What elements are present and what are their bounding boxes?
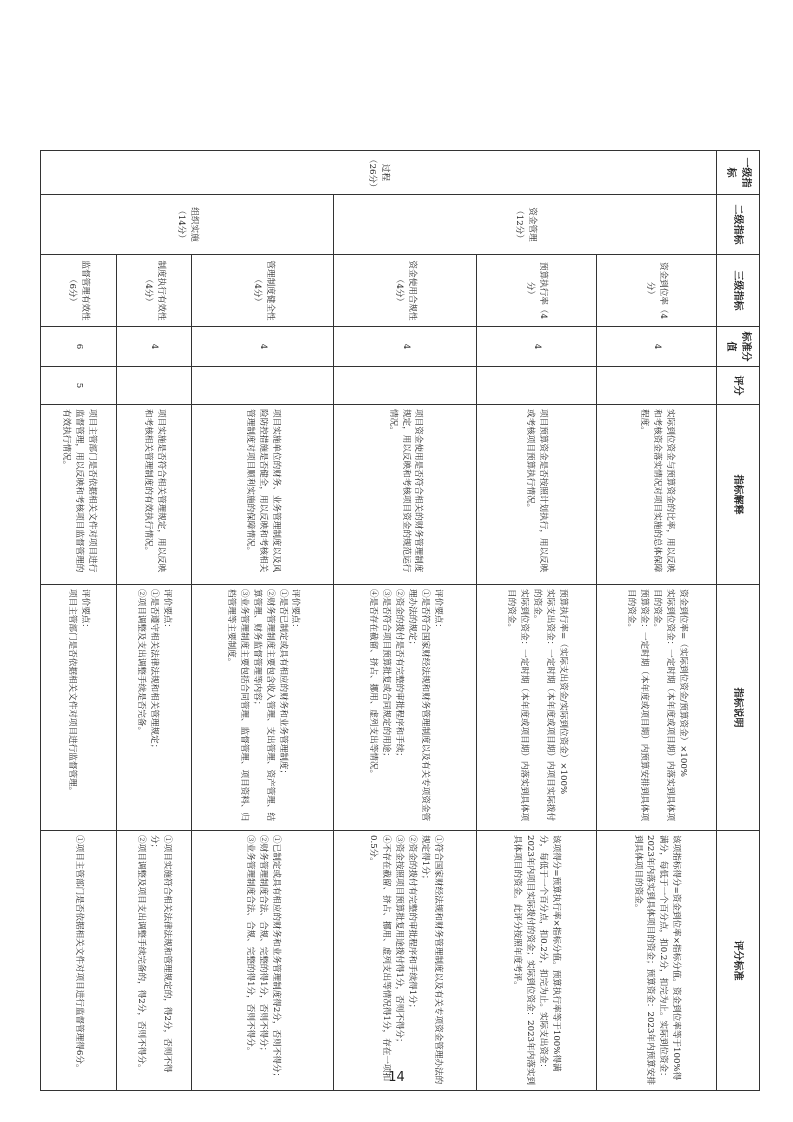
description-cell-line: 实际支出资金：一定时期（本年度或项目期）内项目实际拨付的资金。 [531,589,555,822]
explanation-cell: 项目主管部门是否依据相关文件对项目进行监督管理，用以反映和考核项目监督管理的有效执行情况。 [41,405,117,585]
criteria-cell-line: ②项目调整及项目支出调整手续完备的，得2分，否则不得分。 [136,835,147,1073]
table-row [41,151,117,1091]
header-explanation: 指标解释 [717,405,760,585]
header-score: 评分 [717,367,760,405]
score-cell [334,367,476,405]
score-cell [116,367,192,405]
criteria-cell [596,831,716,1091]
header-level1: 一级指标 [717,151,760,195]
criteria-cell [334,831,476,1091]
table-header-row [717,151,760,1091]
criteria-cell [192,831,334,1091]
description-cell-line: ①是否遵守相关法律法规和相关管理规定； [149,589,160,753]
header-standard-score: 标准分值 [717,327,760,367]
level3-cell: 预算执行率（4分） [476,255,596,327]
header-level2: 二级指标 [717,195,760,255]
evaluation-indicator-table [40,150,760,1091]
standard-score-cell: 4 [192,327,334,367]
description-cell-line: ①是否符合国家财经法规和财务管理制度以及有关专项资金管理办法的规定； [407,589,430,822]
level3-cell: 资金到位率（4分） [596,255,716,327]
description-cell-line: 评价要点： [80,589,91,632]
standard-score-cell: 4 [596,327,716,367]
description-cell-line: 实际到位资金：一定时期（本年度或项目期）内落实到具体项目的资金。 [651,589,675,822]
page-number: 14 [388,1070,405,1085]
score-cell [596,367,716,405]
description-cell-line: 项目主管部门是否依据相关文件对项目进行监督管理。 [67,589,78,796]
description-cell-line: ④是否存在截留、挤占、挪用、虚列支出等情况。 [368,589,379,779]
description-cell [476,585,596,831]
score-cell [476,367,596,405]
table-row [116,151,192,1091]
description-cell-line: ①是否已制定或具有相应的财务和业务管理制度； [277,589,288,779]
explanation-cell: 项目资金使用是否符合相关的财务管理制度规定，用以反映和考核项目资金的规范运行情况。 [334,405,476,585]
description-cell-line: ②资金的拨付是否有完整的审批程序和手续； [394,589,405,761]
description-cell [596,585,716,831]
description-cell [334,585,476,831]
criteria-cell-line: ②资金的拨付有完整的审批程序和手续得1分； [407,835,418,1013]
explanation-cell: 项目实施单位的财务、业务管理制度以及风险防控措施是否健全，用以反映和考核相关管理制度对项目顺利实施的保障情况。 [192,405,334,585]
criteria-cell [41,831,117,1091]
explanation-cell: 实际到位资金与预算资金的比率，用以反映和考核资金落实情况对项目实施的总体保障程度。 [596,405,716,585]
description-cell-line: 资金到位率=（实际到位资金/预算资金）×100% [677,589,688,777]
criteria-cell-line: ④不存在截留、挤占、挪用、虚列支出等情况得1分，存在一项扣0.5分。 [368,835,392,1082]
criteria-cell-line: ①已制定或具有相应的财务和业务管理制度得2分，否则不得分； [271,835,282,1082]
header-criteria: 评分标准 [717,831,760,1091]
explanation-cell: 项目预算资金是否按照计划执行，用以反映或考核项目预算执行情况。 [476,405,596,585]
table-row [334,151,476,1091]
criteria-cell-line: ①项目主管部门是否依据相关文件对项目进行监督管理得6分。 [73,835,84,1073]
description-cell-line: 预算执行率=（实际支出资金/实际到位资金）×100% [557,589,568,795]
header-description: 指标说明 [717,585,760,831]
description-cell [116,585,192,831]
description-cell-line: 实际到位资金：一定时期（本年度或项目期）内落实到具体项目的资金。 [506,589,529,822]
explanation-cell: 项目实施是否符合相关管理规定，用以反映和考核相关管理制度的有效执行情况。 [116,405,192,585]
standard-score-cell: 6 [41,327,117,367]
criteria-cell [116,831,192,1091]
criteria-cell-line: 该项指标得分=资金到位率×指标分值。资金到位率等于100%得满分，每低于一个百分点，扣0.2分，扣完为止。实际到位资金：2023年内落实到具体项目的资金；预算资金：2023年内预算安排到具体项目的资金。 [632,835,682,1085]
rotated-table-wrapper [40,150,760,1090]
standard-score-cell: 4 [476,327,596,367]
criteria-cell-line: ①符合国家财经法规和财务管理制度以及有关专项资金管理办法的规定得1分； [419,835,443,1085]
description-cell-line: 预算资金：一定时期（本年度或项目期）内预算安排到具体项目的资金。 [626,589,650,822]
description-cell-line: ③是否符合项目预算批复或合同规定的用途； [381,589,392,761]
description-cell-line: ②项目调整及支出调整手续是否完备。 [136,589,147,736]
table-row [192,151,334,1091]
description-cell-line: ③业务管理制度主要包括合同管理、监督管理、项目资料、归档管理等主要制度。 [225,589,249,822]
description-cell-line: 评价要点： [290,589,301,632]
criteria-cell-line: 该项得分=预算执行率×指标分值。预算执行率等于100%得满分，每低于一个百分点，扣0.2分，扣完为止。实际支出资金：2023年内项目实际拨付的资金；实际到位资金：2023年内落实到具体项目的资金。此评分按照年度考评。 [512,835,562,1085]
table-row [596,151,716,1091]
description-cell-line: ②财务管理制度主要包含收入管理、支出管理、资产管理、结算管理、财务监督管理等内容； [251,589,275,822]
criteria-cell-line: ③资金按照项目预算批复用途拨付得1分，否则不得分； [394,835,405,1047]
criteria-cell [476,831,596,1091]
header-level3: 三级指标 [717,255,760,327]
level2-cell: 组织实施（14分） [41,195,334,255]
level2-cell: 资金管理（12分） [334,195,717,255]
criteria-cell-line: ②财务管理制度合法、合规、完整的得1分，否则不得分； [258,835,269,1056]
level1-cell: 过程（26分） [41,151,717,195]
score-cell [192,367,334,405]
description-cell-line: 评价要点： [162,589,173,632]
table-row [476,151,596,1091]
standard-score-cell: 4 [116,327,192,367]
description-cell [41,585,117,831]
level3-cell: 监督管理有效性（6分） [41,255,117,327]
level3-cell: 管理制度健全性（4分） [192,255,334,327]
score-cell: 5 [41,367,117,405]
standard-score-cell: 4 [334,327,476,367]
description-cell [192,585,334,831]
level3-cell: 资金使用合规性（4分） [334,255,476,327]
criteria-cell-line: ③业务管理制度合法、合规、完整的得1分，否则不得分。 [245,835,256,1056]
criteria-cell-line: ①项目实施符合相关法律法规和管理规定的，得2分，否则不得分； [149,835,173,1073]
level3-cell: 制度执行有效性（4分） [116,255,192,327]
description-cell-line: 评价要点： [432,589,443,632]
